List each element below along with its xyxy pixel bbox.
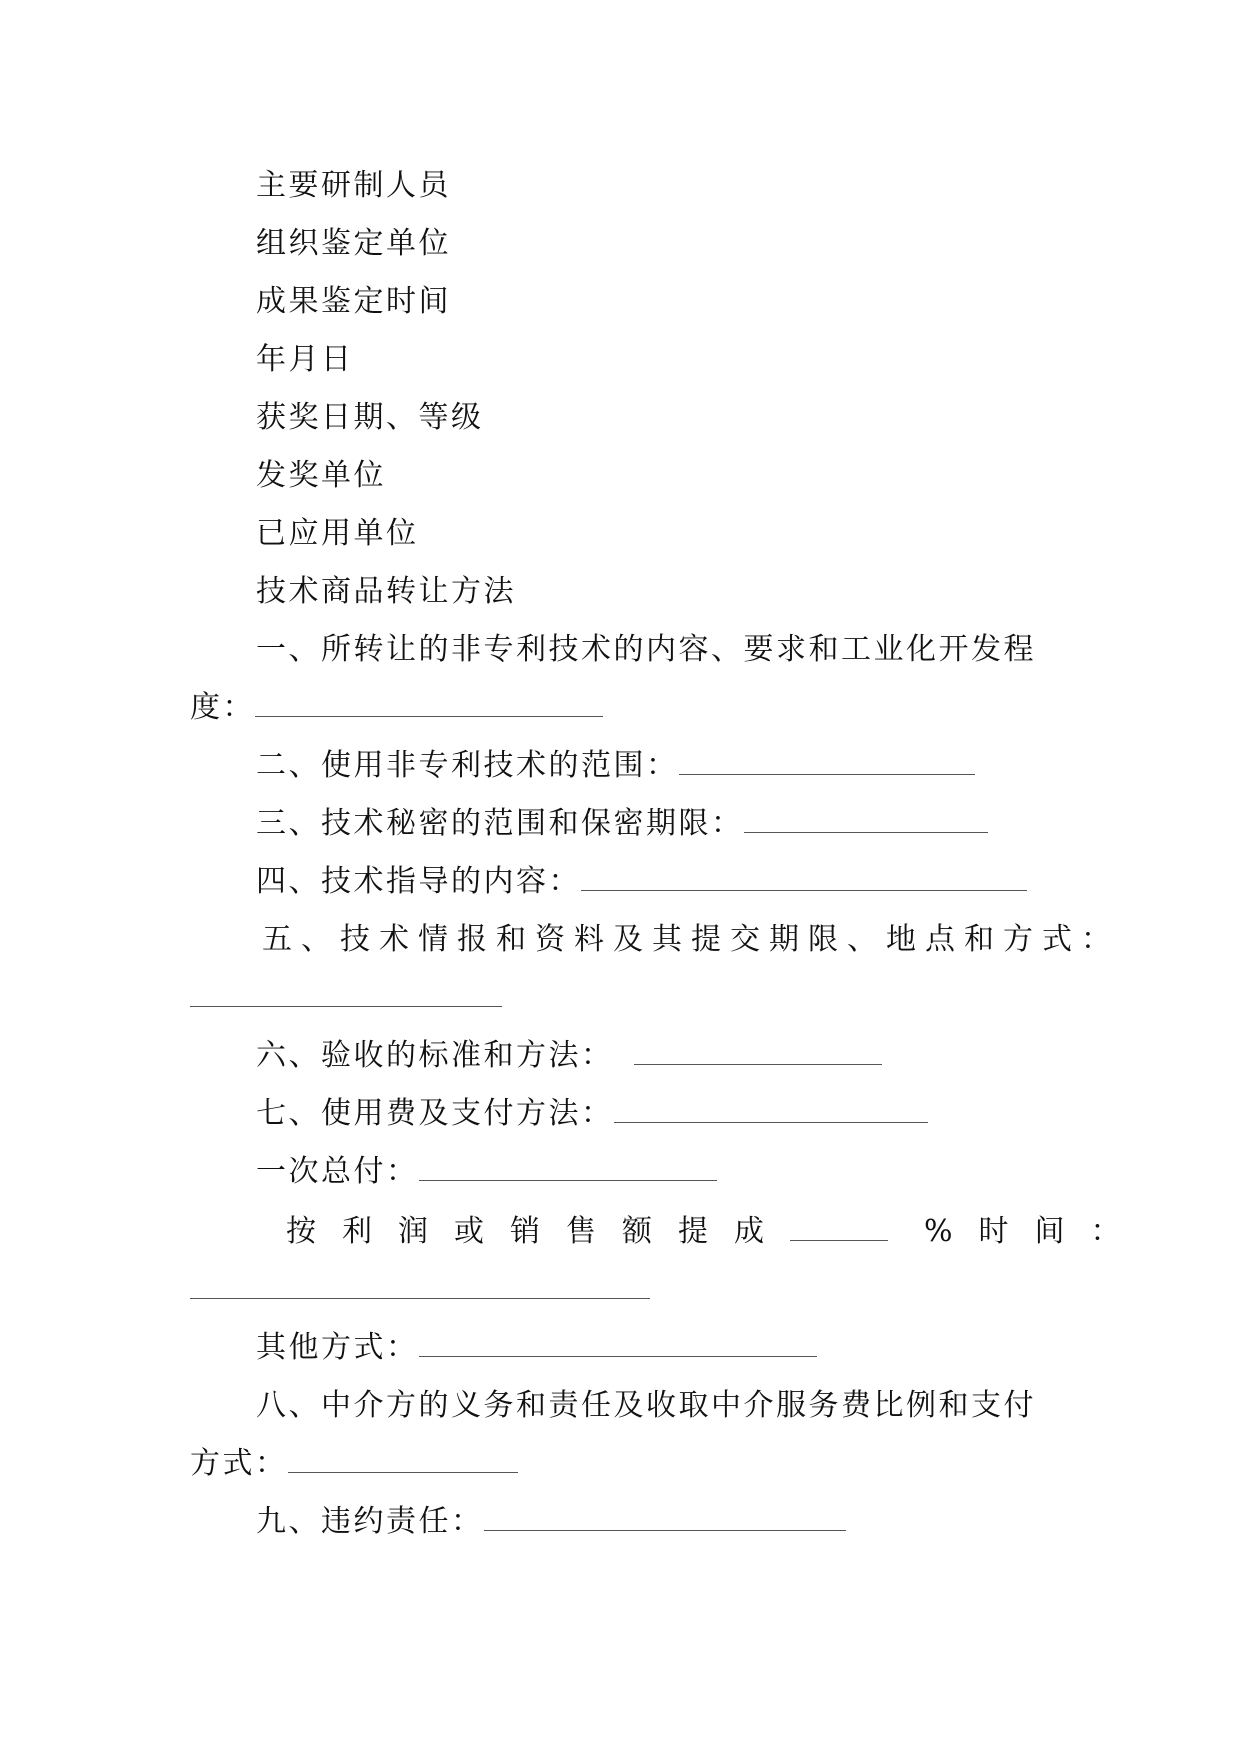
clause-4-blank-field[interactable] bbox=[581, 864, 1027, 891]
lump-sum-text: 一次总付： bbox=[256, 1154, 419, 1189]
award-date-text: 获奖日期、等级 bbox=[256, 400, 484, 435]
clause-1-text: 一、所转让的非专利技术的内容、要求和工业化开发程 bbox=[256, 632, 1036, 667]
main-researchers-text: 主要研制人员 bbox=[256, 168, 451, 203]
other-methods bbox=[256, 1328, 817, 1368]
clause-7-text: 七、使用费及支付方法： bbox=[256, 1096, 614, 1131]
clause-2-blank-field[interactable] bbox=[679, 748, 975, 775]
other-methods-text: 其他方式： bbox=[256, 1330, 419, 1365]
clause-1-line-1 bbox=[256, 630, 1036, 670]
lump-sum-blank-field[interactable] bbox=[419, 1154, 717, 1181]
clause-5-text: 五、技术情报和资料及其提交期限、地点和方式： bbox=[262, 922, 1120, 957]
appraisal-org-label bbox=[256, 224, 451, 264]
royalty-line-1 bbox=[286, 1212, 1147, 1252]
clause-7 bbox=[256, 1094, 928, 1134]
applied-units-label bbox=[256, 514, 419, 554]
date-text: 年月日 bbox=[256, 342, 354, 377]
clause-9 bbox=[256, 1502, 846, 1542]
appraisal-time-label bbox=[256, 282, 451, 322]
clause-8-continuation: 方式： bbox=[190, 1446, 288, 1481]
clause-2-text: 二、使用非专利技术的范围： bbox=[256, 748, 679, 783]
main-researchers-label bbox=[256, 166, 451, 206]
clause-8-line-2 bbox=[190, 1444, 518, 1484]
clause-5-blank-field[interactable] bbox=[190, 980, 502, 1007]
clause-6-text: 六、验收的标准和方法： bbox=[256, 1038, 614, 1073]
award-date-label bbox=[256, 398, 484, 438]
clause-3-text: 三、技术秘密的范围和保密期限： bbox=[256, 806, 744, 841]
clause-9-text: 九、违约责任： bbox=[256, 1504, 484, 1539]
royalty-text: 按利润或销售额提成 bbox=[286, 1214, 790, 1249]
clause-6-blank-field[interactable] bbox=[634, 1038, 882, 1065]
award-org-label bbox=[256, 456, 386, 496]
royalty-time-blank-field[interactable] bbox=[190, 1272, 650, 1299]
royalty-line-2 bbox=[190, 1270, 650, 1310]
clause-3 bbox=[256, 804, 988, 844]
clause-4 bbox=[256, 862, 1027, 902]
clause-2 bbox=[256, 746, 975, 786]
clause-8-text: 八、中介方的义务和责任及收取中介服务费比例和支付 bbox=[256, 1388, 1036, 1423]
royalty-time-text: %时间： bbox=[924, 1214, 1147, 1249]
appraisal-org-text: 组织鉴定单位 bbox=[256, 226, 451, 261]
clause-4-text: 四、技术指导的内容： bbox=[256, 864, 581, 899]
appraisal-time-text: 成果鉴定时间 bbox=[256, 284, 451, 319]
clause-1-line-2 bbox=[190, 688, 603, 728]
date-label bbox=[256, 340, 354, 380]
lump-sum-payment bbox=[256, 1152, 717, 1192]
clause-5-line-2 bbox=[190, 978, 502, 1018]
clause-6 bbox=[256, 1036, 882, 1076]
clause-8-line-1 bbox=[256, 1386, 1036, 1426]
transfer-method-label bbox=[256, 572, 516, 612]
clause-1-blank-field[interactable] bbox=[255, 690, 603, 717]
other-methods-blank-field[interactable] bbox=[419, 1330, 817, 1357]
applied-units-text: 已应用单位 bbox=[256, 516, 419, 551]
clause-9-blank-field[interactable] bbox=[484, 1504, 846, 1531]
clause-3-blank-field[interactable] bbox=[744, 806, 988, 833]
transfer-method-text: 技术商品转让方法 bbox=[256, 574, 516, 609]
award-org-text: 发奖单位 bbox=[256, 458, 386, 493]
clause-8-blank-field[interactable] bbox=[288, 1446, 518, 1473]
clause-1-continuation: 度： bbox=[190, 690, 255, 725]
clause-5-line-1 bbox=[262, 920, 1120, 960]
clause-7-blank-field[interactable] bbox=[614, 1096, 928, 1123]
royalty-percent-blank-field[interactable] bbox=[790, 1214, 888, 1241]
